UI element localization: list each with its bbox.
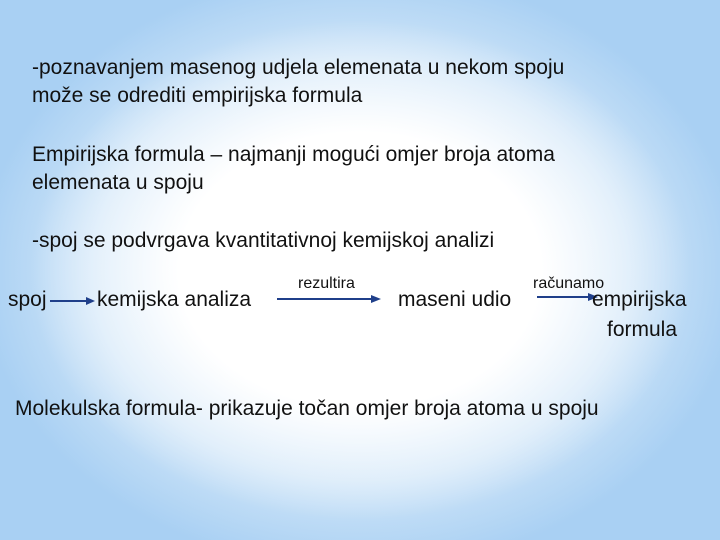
paragraph-3: -spoj se podvrgava kvantitativnoj kemijskoj analizi (32, 229, 495, 252)
flow-arrow-3 (537, 290, 599, 304)
flow-step-maseni-udio: maseni udio (398, 288, 512, 311)
paragraph-2-line-2: elemenata u spoju (32, 171, 204, 194)
flow-arrow-3-label: računamo (533, 275, 605, 292)
paragraph-1-line-2: može se odrediti empirijska formula (32, 84, 363, 107)
flow-step-formula: formula (607, 318, 678, 341)
paragraph-4: Molekulska formula- prikazuje točan omjer broja atoma u spoju (15, 397, 599, 420)
paragraph-1-line-1: -poznavanjem masenog udjela elemenata u nekom spoju (32, 56, 565, 79)
flow-step-empirijska: empirijska (592, 288, 687, 311)
flow-arrow-2-label: rezultira (298, 275, 355, 292)
paragraph-2-line-1: Empirijska formula – najmanji mogući omjer broja atoma (32, 143, 555, 166)
flow-arrow-2 (277, 292, 382, 306)
flow-step-kemijska-analiza: kemijska analiza (97, 288, 252, 311)
flow-step-spoj: spoj (8, 288, 47, 311)
flow-arrow-1 (50, 294, 96, 308)
